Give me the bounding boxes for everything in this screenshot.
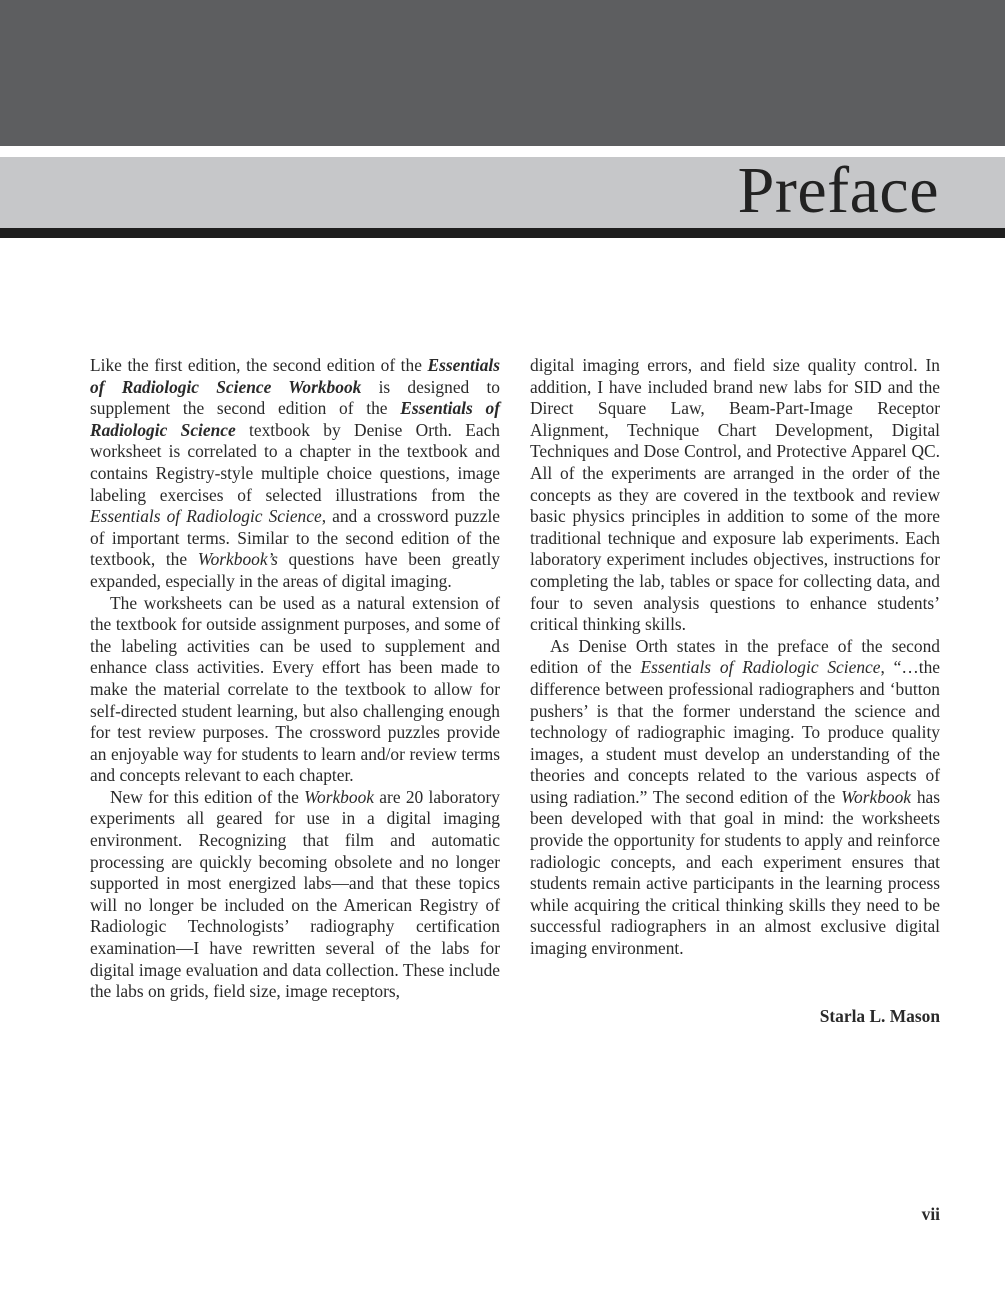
emphasized-text: Workbook <box>841 786 912 807</box>
emphasized-text: Essentials of Radiologic Science <box>640 657 881 678</box>
text-run: questions have been greatly expanded, especially in the areas of digital imaging. <box>90 549 500 591</box>
text-run: The worksheets can be used as a natural extension of the textbook for outside assignment purposes, and some of the labeling activities can be used to supplement and enhance class activities. Every effort has been made to make the material correlate to the textbook to allow for self-directed student learning, but also challenging enough for test review purposes. The crossword puzzles provide an enjoyable way for students to learn and/or review terms and concepts relevant to each chapter. <box>90 592 500 786</box>
right-column <box>530 355 940 960</box>
text-run: textbook by Denise Orth. Each worksheet is correlated to a chapter in the textbook and contains Registry-style multiple choice questions, image labeling exercises of selected illustrations from the <box>90 419 500 505</box>
paragraph <box>90 355 500 593</box>
text-run: are 20 laboratory experiments all geared for use in a digital imaging environment. Recognizing that film and automatic processing are quickly becoming obsolete and no longer supported in most energized labs—and that these topics will no longer be included on the American Registry of Radiologic Technologists’ radiography certification examination—I have rewritten several of the labs for digital image evaluation and data collection. These include the labs on grids, field size, image receptors, <box>90 786 500 1002</box>
emphasized-text: Essentials of Radiologic Science <box>90 506 322 527</box>
text-run: , “…the difference between professional radiographers and ‘button pushers’ is that the former understand the science and technology of radiographic imaging. To produce quality images, a student must develop an understanding of the theories and concepts related to the various aspects of using radiation.” The second edition of the <box>530 657 940 807</box>
text-run: Like the first edition, the second edition of the <box>90 355 428 375</box>
paragraph <box>530 355 940 636</box>
page-title: Preface <box>737 154 939 227</box>
paragraph <box>90 787 500 1003</box>
author-signature: Starla L. Mason <box>819 1006 940 1026</box>
emphasized-text: Workbook <box>304 786 374 807</box>
header-dark-band <box>0 0 1005 146</box>
text-run: digital imaging errors, and field size quality control. In addition, I have included brand new labs for SID and the Direct Square Law, Beam-Part-Image Receptor Alignment, Technique Chart Development, Digital Techniques and Dose Control, and Protective Apparel QC. All of the experiments are arranged in the order of the concepts as they are covered in the textbook and review basic physics principles in addition to some of the more traditional technique and exposure lab experiments. Each laboratory experiment includes objectives, instructions for completing the lab, tables or space for collecting data, and four to seven analysis questions to enhance students’ critical thinking skills. <box>530 355 940 635</box>
text-run: New for this edition of the <box>110 786 305 807</box>
text-run: has been developed with that goal in mind: the worksheets provide the opportunity for students to apply and reinforce radiologic concepts, and each experiment ensures that students remain active participants in the learning process while acquiring the critical thinking skills they need to be successful radiographers in an almost exclusive digital imaging environment. <box>530 786 941 959</box>
left-column <box>90 355 500 1003</box>
emphasized-text: Workbook’s <box>197 549 278 570</box>
page-number: vii <box>921 1204 940 1224</box>
paragraph <box>90 593 500 787</box>
text-run: is designed to supplement the second edition of the <box>90 376 500 419</box>
emphasized-text: Essentials of Radiologic Science Workbook <box>90 355 500 397</box>
paragraph <box>530 636 940 960</box>
text-run: , and a crossword puzzle of important terms. Similar to the second edition of the textbook, the <box>90 506 500 570</box>
emphasized-text: Essentials of Radiologic Science <box>90 398 500 440</box>
text-run: As Denise Orth states in the preface of the second edition of the <box>530 635 940 678</box>
